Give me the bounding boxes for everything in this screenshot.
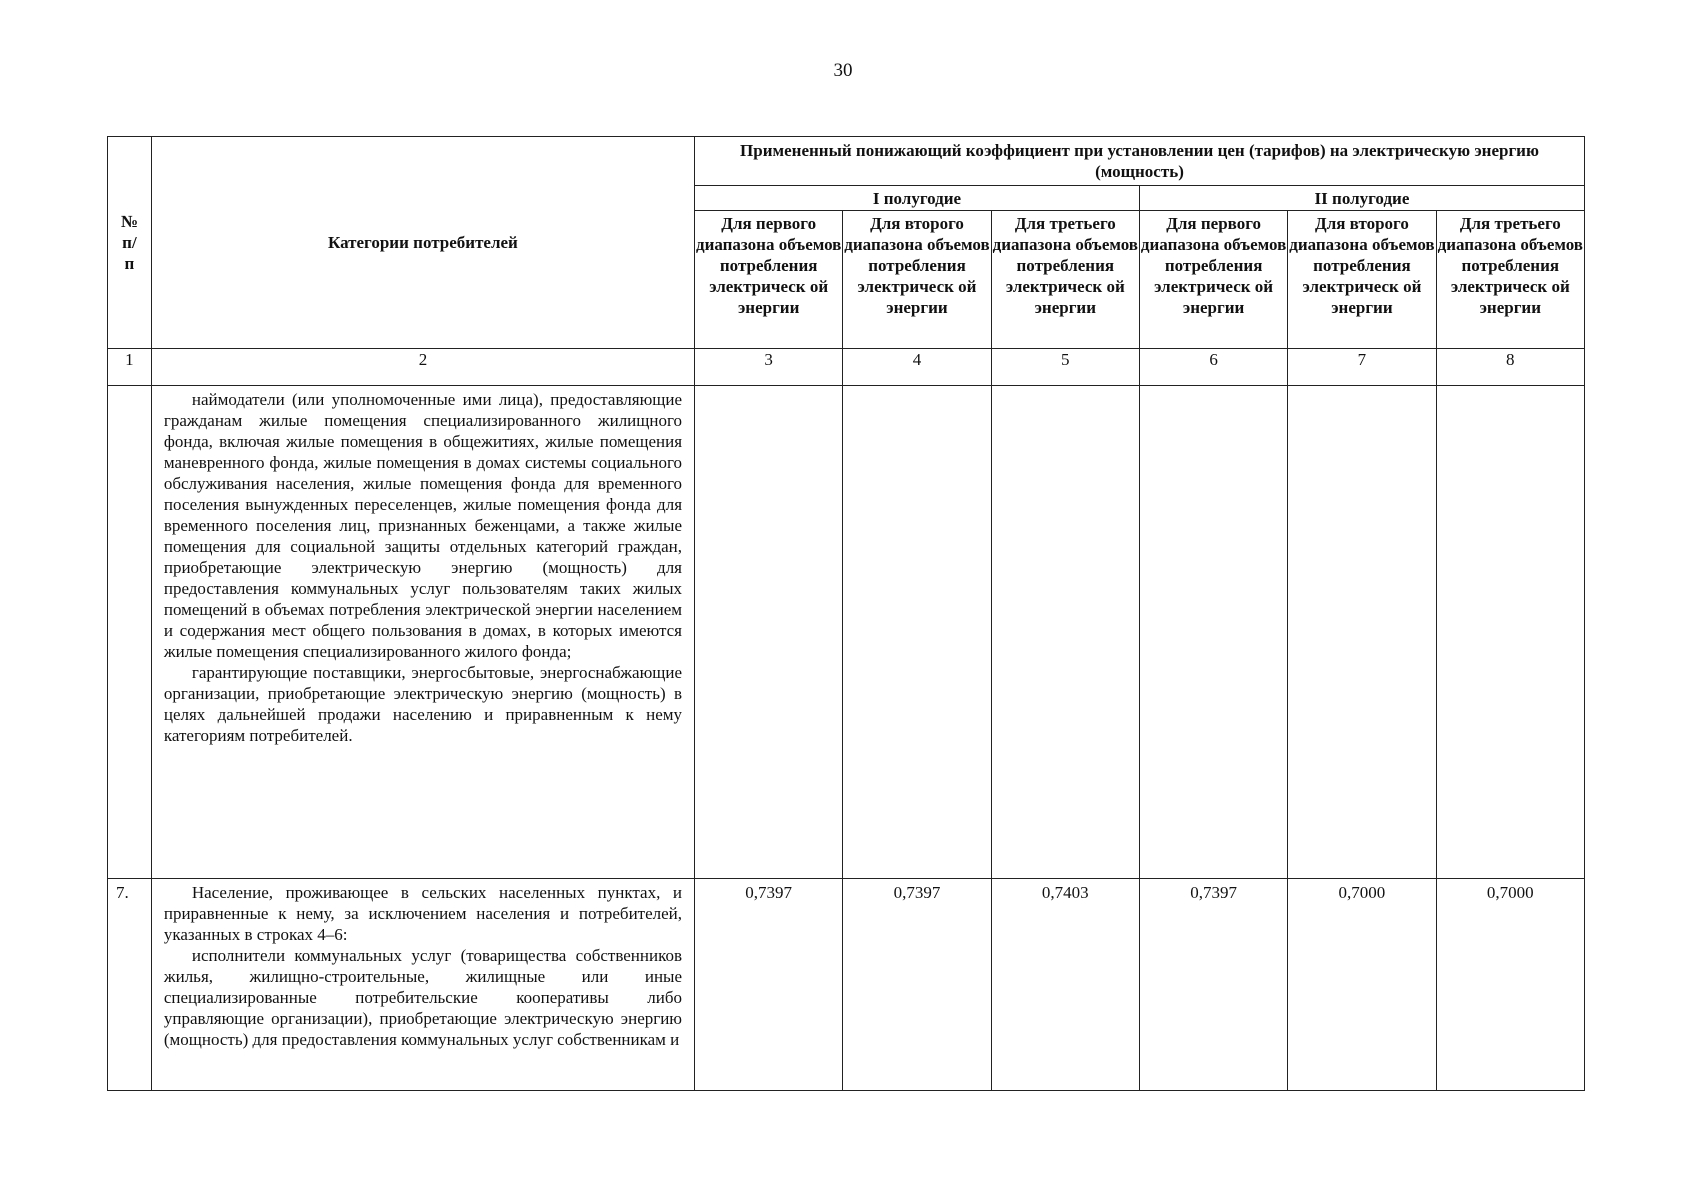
column-number: 3	[695, 349, 843, 386]
column-number: 5	[991, 349, 1139, 386]
coefficient-value: 0,7000	[1436, 879, 1584, 1091]
coefficient-value: 0,7397	[695, 879, 843, 1091]
sub-header-5: Для второго диапазона объемов потребления электрическ ой энергии	[1288, 211, 1436, 349]
coefficient-value	[1288, 386, 1436, 879]
column-number: 2	[151, 349, 694, 386]
sub-header-2: Для второго диапазона объемов потребления электрическ ой энергии	[843, 211, 991, 349]
table-row	[108, 386, 1585, 879]
coefficient-value: 0,7397	[843, 879, 991, 1091]
half-year-2-header: II полугодие	[1139, 186, 1584, 211]
coefficient-value	[1139, 386, 1287, 879]
description-paragraph: гарантирующие поставщики, энергосбытовые, энергоснабжающие организации, приобретающие электрическую энергию (мощность) в целях дальнейшей продажи населению и приравненным к нему категориям потребителей.	[163, 663, 683, 745]
column-number: 7	[1288, 349, 1436, 386]
coefficient-value	[695, 386, 843, 879]
sub-header-4: Для первого диапазона объемов потребления электрическ ой энергии	[1139, 211, 1287, 349]
coefficient-value: 0,7403	[991, 879, 1139, 1091]
sub-header-3: Для третьего диапазона объемов потребления электрическ ой энергии	[991, 211, 1139, 349]
coefficient-value: 0,7000	[1288, 879, 1436, 1091]
page-number: 30	[833, 60, 853, 81]
column-number: 4	[843, 349, 991, 386]
coefficient-value	[991, 386, 1139, 879]
coefficient-value	[843, 386, 991, 879]
description-paragraph: Население, проживающее в сельских населенных пунктах, и приравненные к нему, за исключением населения и потребителей, указанных в строках 4–6:	[163, 883, 683, 944]
half-year-1-header: I полугодие	[695, 186, 1140, 211]
column-number: 1	[108, 349, 152, 386]
description-paragraph: наймодатели (или уполномоченные ими лица), предоставляющие гражданам жилые помещения специализированного жилищного фонда, включая жилые помещения в общежитиях, жилые помещения маневренного фонда, жилые помещения в домах системы социального обслуживания населения, жилые помещения фонда для временного поселения вынужденных переселенцев, жилые помещения фонда для временного поселения лиц, признанных беженцами, а также жилые помещения для социальной защиты отдельных категорий граждан, приобретающие электрическую энергию (мощность) для предоставления коммунальных услуг пользователям таких жилых помещений в объемах потребления электрической энергии населением и содержания мест общего пользования в домах, в которых имеются жилые помещения специализированного жилого фонда;	[163, 390, 683, 661]
row-number: 7.	[108, 879, 152, 1091]
coefficient-table	[107, 136, 1585, 1091]
col-number-header: № п/ п	[108, 137, 152, 349]
coefficient-value: 0,7397	[1139, 879, 1287, 1091]
column-numbers-row	[108, 349, 1585, 386]
coefficient-header: Примененный понижающий коэффициент при установлении цен (тарифов) на электрическую энергию (мощность)	[695, 137, 1585, 186]
coefficient-value	[1436, 386, 1584, 879]
row-number	[108, 386, 152, 879]
table-row	[108, 879, 1585, 1091]
row-description	[151, 386, 694, 879]
sub-header-6: Для третьего диапазона объемов потребления электрическ ой энергии	[1436, 211, 1584, 349]
col-category-header: Категории потребителей	[151, 137, 694, 349]
row-description	[151, 879, 694, 1091]
description-paragraph: исполнители коммунальных услуг (товарищества собственников жилья, жилищно-строительные, жилищные или иные специализированные потребительские кооперативы либо управляющие организации), приобретающие электрическую энергию (мощность) для предоставления коммунальных услуг собственникам и	[163, 946, 683, 1049]
column-number: 8	[1436, 349, 1584, 386]
column-number: 6	[1139, 349, 1287, 386]
sub-header-1: Для первого диапазона объемов потребления электрическ ой энергии	[695, 211, 843, 349]
